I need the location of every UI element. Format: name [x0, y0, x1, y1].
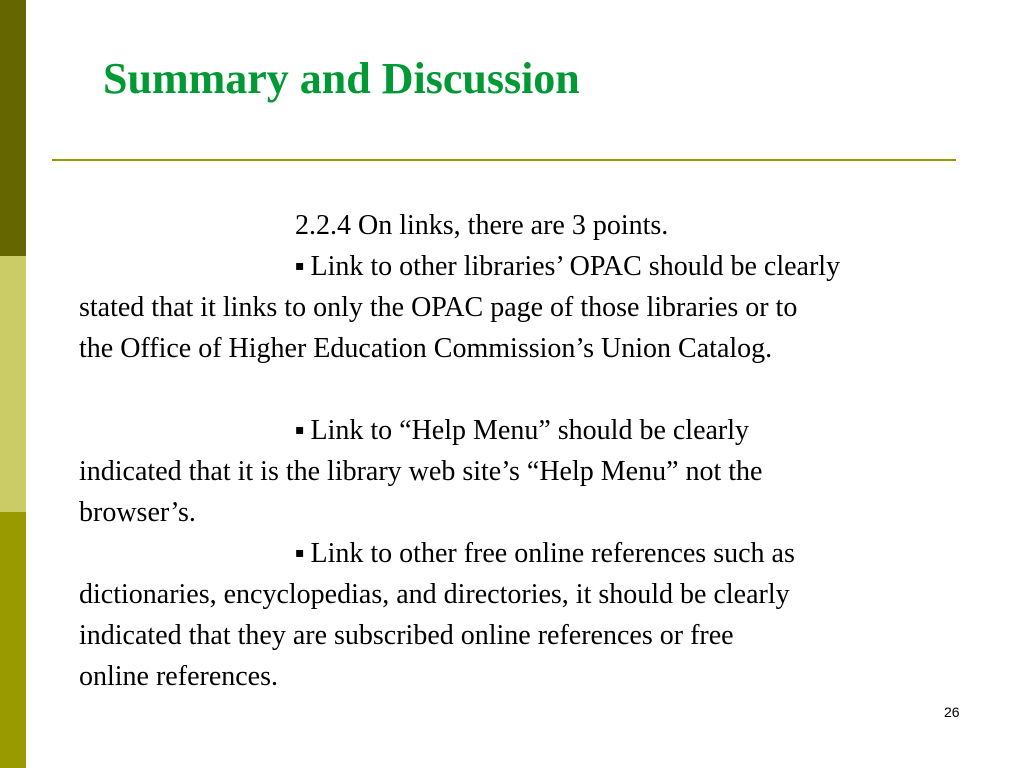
- point-2-line: browser’s.: [79, 497, 196, 528]
- side-bar-top: [0, 0, 26, 256]
- point-3-line: dictionaries, encyclopedias, and directories, it should be clearly: [79, 579, 790, 610]
- point-3-first-line: ▪ Link to other free online references such as: [295, 538, 795, 569]
- side-bar-bottom: [0, 512, 26, 768]
- bullet-icon: ▪: [295, 422, 305, 438]
- title-divider: [52, 159, 956, 161]
- side-bar-middle: [0, 256, 26, 512]
- page-number: 26: [944, 704, 960, 720]
- point-3-line: online references.: [79, 661, 278, 692]
- point-1-line: the Office of Higher Education Commission’s Union Catalog.: [79, 333, 773, 364]
- bullet-icon: ▪: [295, 545, 305, 561]
- slide-title: Summary and Discussion: [103, 54, 580, 103]
- section-heading: 2.2.4 On links, there are 3 points.: [295, 210, 669, 241]
- point-2-first-line: ▪ Link to “Help Menu” should be clearly: [295, 415, 750, 446]
- point-3-line: indicated that they are subscribed online references or free: [79, 620, 734, 651]
- point-1-line: stated that it links to only the OPAC page of those libraries or to: [79, 292, 798, 323]
- point-3: [79, 533, 979, 697]
- point-1-first-line: ▪ Link to other libraries’ OPAC should be clearly: [295, 251, 841, 282]
- slide-body: [79, 205, 979, 697]
- spacer: [79, 369, 979, 410]
- point-2: [79, 410, 979, 533]
- point-1: [79, 246, 979, 369]
- point-2-line: indicated that it is the library web site’s “Help Menu” not the: [79, 456, 763, 487]
- bullet-icon: ▪: [295, 258, 305, 274]
